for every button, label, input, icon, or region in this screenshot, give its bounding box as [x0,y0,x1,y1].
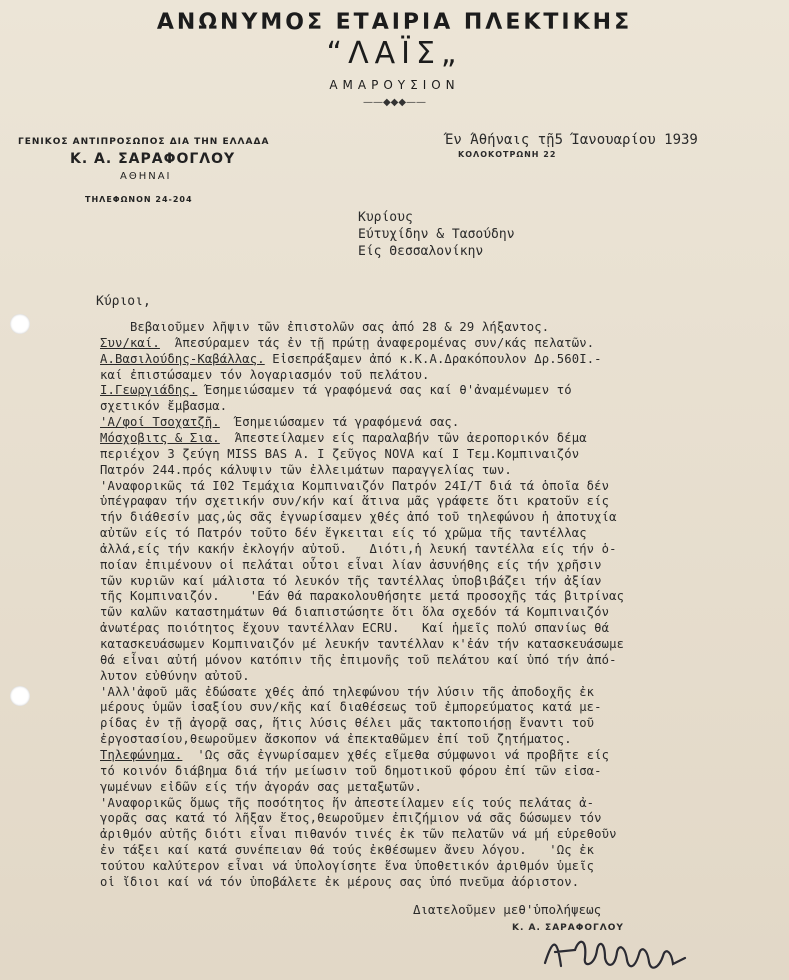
body-line-text: τῶν καλῶν καταστημάτων θά διαπιστώσητε ὅτι ὅλα σχεδόν τά Κομπιναιζόν [100,605,610,620]
body-line-text: σχετικόν ἔμβασμα. [100,399,228,414]
salutation: Κύριοι, [96,294,151,309]
body-line-text: καί ἐπιστώσαμεν τόν λογαριασμόν τοῦ πελάτου. [100,367,430,382]
body-line-text: θά εἶναι αὐτή μόνον κατόπιν τῆς ἐπιμονῆς τοῦ πελάτου καί ὑπό τήν ἀπό- [100,652,617,667]
body-line-text: ὑπέγραφαν τήν σχετικήν συν/κήν καί ἅτινα μᾶς γράφετε ὅτι κρατοῦν είς [100,494,610,509]
body-line-text: ρίδας ἐν τῇ ἀγορᾷ σας, ἥτις λύσις θέλει μᾶς τακτοποιήσῃ ἔναντι τοῦ [100,716,595,731]
body-line [100,685,594,699]
body-line [100,558,602,572]
body-line-text: 'Αναφορικῶς τά Ι02 Τεμάχια Κομπιναιζόν Πατρόν 24Ι/Τ διά τά ὁποῖα δέν [100,478,610,493]
punch-hole-bottom [10,686,30,706]
body-line-text: λυτον εὐθύνην αὐτοῦ. [100,668,250,683]
body-line-text: ποίαν ἐπιμένουν οἱ πελάται οὗτοι εἶναι λίαν ἀσυνήθης είς τήν χρῆσιν [100,557,602,572]
body-line [100,859,594,873]
body-line-text: ἀριθμόν αὐτῆς διότι εἶναι πιθανόν τινές ἐκ τῶν πελατῶν νά μή εὑρεθοῦν [100,827,617,842]
brand-name: “ΛΑΪΣ„ [326,36,463,71]
body-line-text: γορᾶς σας κατά τό λῆξαν ἔτος,θεωροῦμεν ἐπιζήμιον νά σᾶς δώσωμεν τόν [100,811,602,826]
body-line [100,748,609,762]
body-line-text: μέρους ὑμῶν ἰσαξίου συν/κῆς καί διαθέσεως τοῦ ἐμπορεύματος κατά με- [100,700,602,715]
body-line-label: Συν/καί. [100,335,160,350]
body-line [100,637,624,651]
body-line [100,700,602,714]
date-line: Έν Άθήναις τῇ5 Ίανουαρίου 1939 [445,132,698,148]
body-line [100,447,579,461]
body-line [100,542,617,556]
body-line [100,399,227,413]
punch-hole-top [10,314,30,334]
body-line-text: τούτου καλύτερον εἶναι νά ὑπολογίσητε ἕνα ὑποθετικόν ἀριθμόν ὑμεῖς [100,858,595,873]
body-line [100,510,617,524]
body-line-text: τό κοινόν διάβημα διά τήν μείωσιν τοῦ δημοτικοῦ φόρου ἐπί τῶν εἰσα- [100,763,602,778]
body-line-label: Α.Βασιλούδης-Καβάλλας. [100,351,265,366]
body-line [100,716,594,730]
signature-name: Κ. Α. ΣΑΡΑΦΟΓΛΟΥ [512,923,624,933]
signature-icon [535,928,695,978]
body-line-text: Άπεσύραμεν τάς ἐν τῇ πρώτῃ ἀναφερομένας συν/κάς πελατῶν. [159,335,595,350]
agent-city: ΑΘΗΝΑΙ [120,171,172,182]
body-line-text: 'Αναφορικῶς ὅμως τῆς ποσότητος ἥν ἀπεστείλαμεν είς τούς πελάτας ἀ- [100,795,595,810]
body-line-text: ἐργοστασίου,θεωροῦμεν ἄσκοπον νά ἐπεκταθῶμεν ἐπί τοῦ ζητήματος. [100,732,572,747]
body-line-text: Έσημειώσαμεν τά γραφόμενά σας καί θ'ἀναμένωμεν τό [197,383,572,398]
recipient-line-1: Κυρίους [358,210,413,225]
body-line-text: αὐτῶν είς τό Πατρόν τοῦτο δέν ἔγκειται είς τό χρῶμα τῆς ταντέλλας [100,526,587,541]
body-line [100,494,609,508]
closing-line: Διατελοῦμεν μεθ'ὑπολήψεως [413,902,602,917]
body-line [100,320,549,334]
body-line-text: τῆς Κομπιναιζόν. 'Εάν θά παρακολουθήσητε μετά προσοχῆς τάς βιτρίνας [100,589,625,604]
body-line [100,653,617,667]
recipient-line-2: Εύτυχίδην & Τασούδην [358,227,515,242]
body-line-text: ἀνωτέρας ποιότητος ἔχουν ταντέλλαν ECRU. Καί ἡμεῖς πολύ σπανίως θά [100,621,610,636]
body-line-text: γωμένων εἰδῶν είς τήν ἀγοράν σας μεταξωτῶν. [100,779,422,794]
body-line [100,463,512,477]
body-line [100,843,594,857]
body-line [100,827,617,841]
recipient-line-3: Είς Θεσσαλονίκην [358,244,484,259]
company-city: ΑΜΑΡΟΥΣΙΟΝ [329,78,460,92]
body-line [100,621,609,635]
body-line-text: ἐν τάξει καί κατά συνέπειαν θά τούς ἐκθέσωμεν ἄνευ λόγου. 'Ως ἐκ [100,843,595,858]
company-name: ΑΝΩΝΥΜΟΣ ΕΤΑΙΡΙΑ ΠΛΕΚΤΙΚΗΣ [156,10,633,35]
body-line-text: Εἰσεπράξαμεν ἀπό κ.Κ.Α.Δρακόπουλον Δρ.560Ι.- [264,351,602,366]
body-line-label: 'Α/φοί Τσοχατζῆ. [100,415,220,430]
body-line-label: Ι.Γεωργιάδης. [100,383,198,398]
street-address: ΚΟΛΟΚΟΤΡΩΝΗ 22 [458,150,557,159]
body-line-text: 'Ως σᾶς ἐγνωρίσαμεν χθές εἴμεθα σύμφωνοι νά προβῆτε είς [182,747,610,762]
body-line [100,479,609,493]
body-line-label: Τηλεφώνημα. [100,747,183,762]
body-line-text: Έσημειώσαμεν τά γραφόμενά σας. [219,415,460,430]
ornament-divider: ——◆◆◆—— [362,97,427,108]
body-line [100,669,250,683]
body-line [100,605,609,619]
body-line-label: Μόσχοβιτς & Σια. [100,430,220,445]
body-line-text: Πατρόν 244.πρός κάλυψιν τῶν ἐλλειμάτων παραγγελίας των. [100,462,512,477]
body-line [100,811,602,825]
body-line [100,352,602,366]
agent-title: ΓΕΝΙΚΟΣ ΑΝΤΙΠΡΟΣΩΠΟΣ ΔΙΑ ΤΗΝ ΕΛΛΑΔΑ [18,137,270,147]
body-line [100,368,429,382]
body-line [100,589,624,603]
body-line-text: οἱ ἴδιοι καί νά τόν ὑποβάλετε ἐκ μέρους σας ὑπό πνεῦμα ἀόριστον. [100,874,580,889]
body-line [100,732,572,746]
body-line [100,875,579,889]
body-line-text: Βεβαιοῦμεν λῆψιν τῶν ἐπιστολῶν σας ἀπό 28 & 29 λήξαντος. [100,320,550,334]
body-line [100,796,594,810]
body-line [100,431,587,445]
body-line-text: περιέχον 3 ζεύγη MISS BAS A. Ι ζεῦγος NOVA καί Ι Τεμ.Κομπιναιζόν [100,446,580,461]
body-line [100,780,422,794]
body-line [100,383,572,397]
body-line [100,574,602,588]
agent-name: Κ. Α. ΣΑΡΑΦΟΓΛΟΥ [70,151,236,167]
body-line [100,415,459,429]
body-line [100,526,587,540]
body-line-text: τήν διάθεσίν μας,ὡς σᾶς ἐγνωρίσαμεν χθές ἀπό τοῦ τηλεφώνου ἡ ἀποτυχία [100,510,617,525]
body-line-text: 'Αλλ'ἀφοῦ μᾶς ἐδώσατε χθές ἀπό τηλεφώνου τήν λύσιν τῆς ἀποδοχῆς ἐκ [100,684,595,699]
body-line-text: ἀλλά,είς τήν κακήν ἐκλογήν αὐτοῦ. Διότι,ἡ λευκή ταντέλλα είς τήν ὁ- [100,541,617,556]
body-line [100,764,602,778]
body-line-text: Άπεστείλαμεν είς παραλαβήν τῶν ἀεροπορικόν δέμα [219,430,587,445]
agent-phone: ΤΗΛΕΦΩΝΟΝ 24-204 [85,195,193,204]
body-line-text: κατασκευάσωμεν Κομπιναιζόν μέ λευκήν ταντέλλαν κ'ἐάν τήν κατασκευάσωμε [100,637,625,651]
body-line [100,336,594,350]
body-line-text: τῶν κυριῶν καί μάλιστα τό λευκόν τῆς ταντέλλας ὑποβιβάζει τήν ἀξίαν [100,573,602,588]
